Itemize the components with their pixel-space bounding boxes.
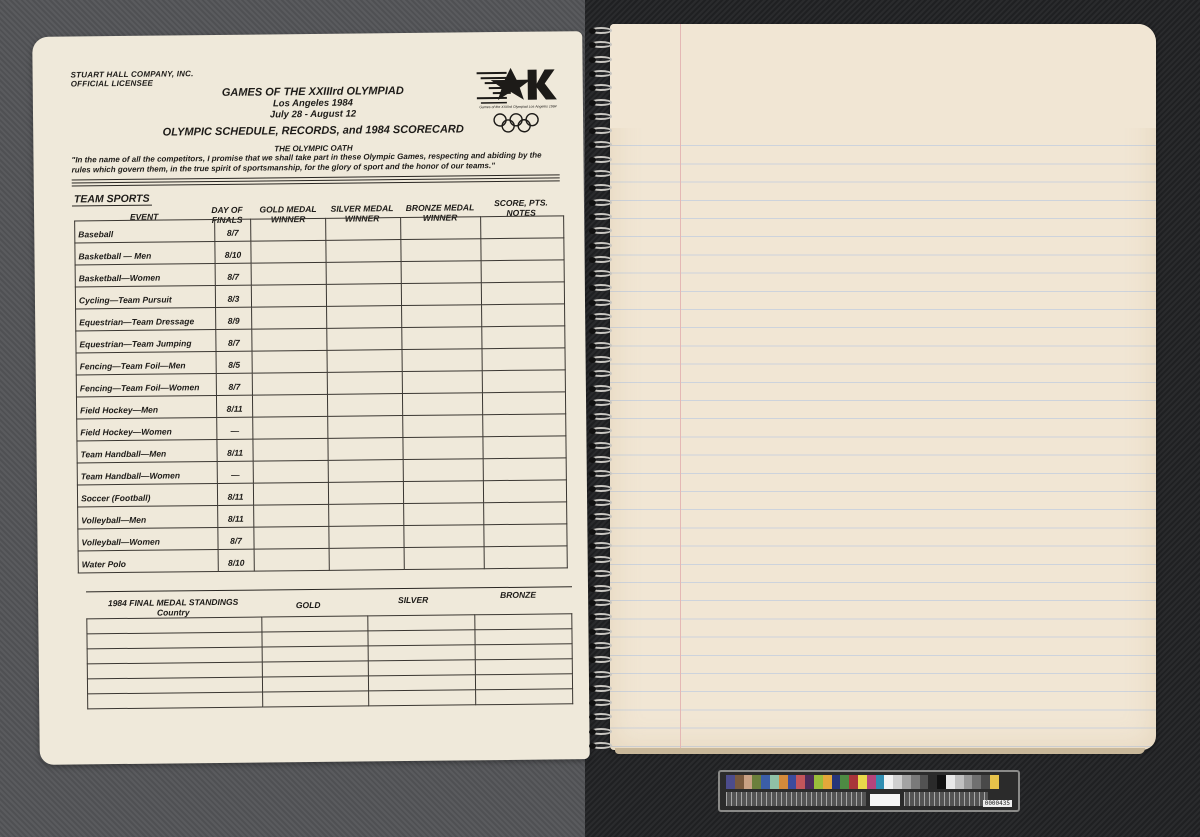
color-swatch [770, 775, 779, 789]
country-label: Country [156, 607, 190, 618]
bronze-winner-cell [401, 283, 481, 306]
event-cell: Fencing—Team Foil—Women [76, 373, 216, 396]
spiral-coil [586, 498, 612, 507]
silver-winner-cell [327, 372, 402, 395]
card-ruler [726, 792, 866, 806]
medal-standings-table [86, 613, 573, 709]
day-of-finals-cell: 8/10 [218, 549, 254, 571]
day-of-finals-cell: 8/7 [216, 373, 252, 395]
card-id: 0000435 [984, 800, 1010, 807]
left-page [32, 31, 590, 765]
color-swatch [893, 775, 902, 789]
medal-standings-title: 1984 FINAL MEDAL STANDINGS [107, 596, 239, 609]
color-swatch [867, 775, 876, 789]
color-swatch [946, 775, 955, 789]
column-header-gold-winner: GOLD MEDAL WINNER [259, 203, 317, 225]
spiral-binding [586, 22, 616, 752]
spiral-coil [586, 40, 612, 49]
gold-winner-cell [251, 218, 326, 241]
silver-count-cell [368, 615, 475, 631]
gold-winner-cell [252, 350, 327, 373]
spiral-coil [586, 569, 612, 578]
color-swatch [744, 775, 753, 789]
event-cell: Field Hockey—Women [77, 417, 217, 440]
score-notes-cell [482, 370, 565, 393]
spiral-coil [586, 527, 612, 536]
spiral-coil [586, 512, 612, 521]
spiral-coil [586, 441, 612, 450]
spiral-coil [586, 670, 612, 679]
color-swatch [823, 775, 832, 789]
color-swatch [779, 775, 788, 789]
color-swatch [876, 775, 885, 789]
day-of-finals-cell: — [217, 417, 253, 439]
spiral-coil [586, 112, 612, 121]
bronze-winner-cell [402, 327, 482, 350]
color-swatch [761, 775, 770, 789]
bronze-count-cell [475, 659, 572, 675]
spiral-coil [586, 312, 612, 321]
event-cell: Cycling—Team Pursuit [75, 285, 215, 308]
column-header-silver-winner: SILVER MEDAL WINNER [330, 203, 394, 224]
silver-winner-cell [326, 262, 401, 285]
spiral-coil [586, 198, 612, 207]
bronze-winner-cell [404, 547, 484, 570]
score-notes-cell [481, 260, 564, 283]
color-swatch [955, 775, 964, 789]
event-cell: Basketball—Women [75, 263, 215, 286]
score-notes-cell [482, 304, 565, 327]
oath-title: THE OLYMPIC OATH [274, 143, 353, 154]
silver-winner-cell [329, 526, 404, 549]
gold-winner-cell [254, 526, 329, 549]
right-page-lined-paper [610, 24, 1156, 750]
bronze-winner-cell [403, 459, 483, 482]
score-notes-cell [484, 524, 567, 547]
card-ruler [904, 792, 988, 806]
spiral-coil [586, 384, 612, 393]
spiral-coil [586, 727, 612, 736]
color-swatch [726, 775, 735, 789]
logo-caption: Games of the XXIIIrd Olympiad Los Angeles 1984 [479, 104, 557, 110]
event-cell: Equestrian—Team Jumping [76, 329, 216, 352]
event-cell: Fencing—Team Foil—Men [76, 351, 216, 374]
spiral-coil [586, 140, 612, 149]
silver-winner-cell [326, 240, 401, 263]
bronze-count-cell [476, 689, 573, 705]
day-of-finals-cell: 8/3 [215, 285, 251, 307]
bronze-winner-cell [404, 525, 484, 548]
score-notes-cell [483, 436, 566, 459]
silver-winner-cell [329, 504, 404, 527]
gold-winner-cell [254, 504, 329, 527]
gold-winner-cell [252, 306, 327, 329]
spiral-coil [586, 255, 612, 264]
gold-count-cell [262, 676, 369, 692]
day-of-finals-cell: 8/11 [216, 395, 252, 417]
score-notes-cell [483, 480, 566, 503]
bronze-winner-cell [403, 437, 483, 460]
score-notes-cell [483, 458, 566, 481]
gold-winner-cell [254, 548, 329, 571]
spiral-coil [586, 712, 612, 721]
day-of-finals-cell: 8/7 [216, 329, 252, 351]
games-location: Los Angeles 1984 [272, 97, 353, 110]
country-cell [88, 692, 263, 709]
color-swatch [964, 775, 973, 789]
day-of-finals-cell: 8/11 [217, 439, 253, 461]
color-swatch [858, 775, 867, 789]
spiral-coil [586, 598, 612, 607]
spiral-coil [586, 655, 612, 664]
bronze-winner-cell [403, 415, 483, 438]
bronze-count-cell [475, 629, 572, 645]
spiral-coil [586, 226, 612, 235]
color-swatch [911, 775, 920, 789]
silver-winner-cell [327, 350, 402, 373]
score-notes-cell [481, 238, 564, 261]
gold-winner-cell [251, 284, 326, 307]
bronze-winner-cell [402, 305, 482, 328]
event-cell: Team Handball—Men [77, 439, 217, 462]
silver-winner-cell [327, 328, 402, 351]
gold-winner-cell [252, 394, 327, 417]
team-sports-title: TEAM SPORTS [73, 192, 150, 206]
spiral-coil [586, 455, 612, 464]
day-of-finals-cell: 8/7 [218, 527, 254, 549]
gold-count-cell [262, 661, 369, 677]
silver-winner-cell [326, 284, 401, 307]
spiral-coil [586, 169, 612, 178]
spiral-coil [586, 83, 612, 92]
bronze-winner-cell [404, 503, 484, 526]
color-swatch [902, 775, 911, 789]
day-of-finals-cell: 8/11 [218, 505, 254, 527]
spiral-coil [586, 26, 612, 35]
standings-gold-header: GOLD [295, 599, 321, 611]
silver-count-cell [369, 690, 476, 706]
gold-winner-cell [252, 372, 327, 395]
bronze-winner-cell [402, 393, 482, 416]
day-of-finals-cell: 8/7 [215, 263, 251, 285]
score-notes-cell [483, 414, 566, 437]
color-swatch [796, 775, 805, 789]
spiral-coil [586, 412, 612, 421]
standings-silver-header: SILVER [397, 594, 429, 606]
spiral-coil [586, 741, 612, 750]
day-of-finals-cell: 8/9 [216, 307, 252, 329]
gold-count-cell [262, 631, 369, 647]
spiral-coil [586, 155, 612, 164]
gold-winner-cell [253, 482, 328, 505]
silver-winner-cell [328, 460, 403, 483]
day-of-finals-cell: — [217, 461, 253, 483]
score-notes-cell [482, 348, 565, 371]
spiral-coil [586, 341, 612, 350]
column-header-event: EVENT [129, 211, 159, 222]
color-swatch [805, 775, 814, 789]
event-cell: Equestrian—Team Dressage [76, 307, 216, 330]
score-notes-cell [482, 392, 565, 415]
spiral-coil [586, 355, 612, 364]
event-cell: Volleyball—Women [78, 527, 218, 550]
spiral-coil [586, 555, 612, 564]
spiral-coil [586, 612, 612, 621]
spiral-coil [586, 641, 612, 650]
spiral-coil [586, 283, 612, 292]
score-notes-cell [484, 546, 567, 569]
spiral-coil [586, 126, 612, 135]
spiral-coil [586, 541, 612, 550]
day-of-finals-cell: 8/5 [216, 351, 252, 373]
day-of-finals-cell: 8/10 [215, 241, 251, 263]
score-notes-cell [484, 502, 567, 525]
margin-line [680, 24, 681, 750]
spiral-coil [586, 584, 612, 593]
spiral-coil [586, 369, 612, 378]
column-header-bronze-winner: BRONZE MEDAL WINNER [405, 202, 475, 223]
color-swatch [735, 775, 744, 789]
spiral-coil [586, 698, 612, 707]
schedule-title: OLYMPIC SCHEDULE, RECORDS, and 1984 SCORECARD [162, 123, 464, 139]
games-title: GAMES OF THE XXIIIrd OLYMPIAD [221, 85, 404, 99]
oath-text: "In the name of all the competitors, I promise that we shall take part in these Olympic Games, respecting and abiding by the rules which govern them, in the true spirit of sportsmanship, for the glory of sport and the honor of our teams." [71, 150, 542, 175]
games-dates: July 28 - August 12 [269, 108, 357, 121]
games-heading [183, 85, 443, 122]
silver-count-cell [368, 630, 475, 646]
gold-winner-cell [253, 416, 328, 439]
spiral-coil [586, 627, 612, 636]
page-stack-edge [615, 748, 1145, 754]
gold-winner-cell [253, 438, 328, 461]
color-swatch [972, 775, 981, 789]
event-cell: Water Polo [78, 549, 218, 572]
silver-winner-cell [328, 416, 403, 439]
color-swatch [937, 775, 946, 789]
event-cell: Field Hockey—Men [76, 395, 216, 418]
gold-winner-cell [251, 262, 326, 285]
color-swatch [981, 775, 990, 789]
silver-winner-cell [329, 548, 404, 571]
spiral-coil [586, 241, 612, 250]
section-underline [72, 205, 152, 207]
page-header-band [610, 24, 1156, 128]
bronze-winner-cell [403, 481, 483, 504]
bronze-winner-cell [401, 217, 481, 240]
spiral-coil [586, 684, 612, 693]
standings-bronze-header: BRONZE [500, 589, 537, 601]
spiral-coil [586, 298, 612, 307]
gold-winner-cell [251, 240, 326, 263]
score-notes-cell [482, 326, 565, 349]
silver-winner-cell [327, 306, 402, 329]
gold-count-cell [262, 646, 369, 662]
gold-count-cell [261, 616, 368, 632]
color-swatch [884, 775, 893, 789]
bronze-count-cell [475, 644, 572, 660]
day-of-finals-cell: 8/11 [217, 483, 253, 505]
score-notes-cell [481, 216, 564, 239]
color-swatch [814, 775, 823, 789]
bronze-count-cell [475, 614, 572, 630]
licensee-text: STUART HALL COMPANY, INC. OFFICIAL LICENSEE [70, 69, 194, 89]
spiral-coil [586, 398, 612, 407]
spiral-coil [586, 183, 612, 192]
gold-winner-cell [252, 328, 327, 351]
day-of-finals-cell: 8/7 [215, 219, 251, 241]
bronze-winner-cell [401, 261, 481, 284]
color-swatch [752, 775, 761, 789]
spiral-coil [586, 469, 612, 478]
event-cell: Baseball [75, 219, 215, 242]
score-notes-cell [481, 282, 564, 305]
event-cell: Team Handball—Women [77, 461, 217, 484]
spiral-coil [586, 269, 612, 278]
color-calibration-card [718, 770, 1020, 812]
silver-winner-cell [327, 394, 402, 417]
color-swatch [788, 775, 797, 789]
card-label [870, 794, 900, 806]
gold-winner-cell [253, 460, 328, 483]
bronze-winner-cell [402, 371, 482, 394]
medal-standings-header [88, 597, 258, 619]
team-sports-table [74, 215, 568, 573]
bronze-winner-cell [401, 239, 481, 262]
spiral-coil [586, 55, 612, 64]
spiral-coil [586, 98, 612, 107]
column-header-score-notes: SCORE, PTS. NOTES [493, 197, 548, 218]
color-swatch [990, 775, 999, 789]
spiral-coil [586, 426, 612, 435]
silver-count-cell [368, 645, 475, 661]
color-swatch-strip [726, 775, 999, 789]
spiral-coil [586, 212, 612, 221]
silver-winner-cell [326, 218, 401, 241]
silver-winner-cell [328, 438, 403, 461]
bronze-count-cell [476, 674, 573, 690]
color-swatch [928, 775, 937, 789]
color-swatch [849, 775, 858, 789]
event-cell: Volleyball—Men [78, 505, 218, 528]
event-cell: Soccer (Football) [77, 483, 217, 506]
color-swatch [920, 775, 929, 789]
spiral-coil [586, 69, 612, 78]
silver-count-cell [369, 660, 476, 676]
silver-winner-cell [328, 482, 403, 505]
silver-count-cell [369, 675, 476, 691]
color-swatch [840, 775, 849, 789]
column-header-day-of-finals: DAY OF FINALS [211, 204, 243, 226]
spiral-coil [586, 484, 612, 493]
spiral-coil [586, 326, 612, 335]
table-row [78, 546, 567, 573]
bronze-winner-cell [402, 349, 482, 372]
gold-count-cell [262, 691, 369, 707]
event-cell: Basketball — Men [75, 241, 215, 264]
color-swatch [832, 775, 841, 789]
